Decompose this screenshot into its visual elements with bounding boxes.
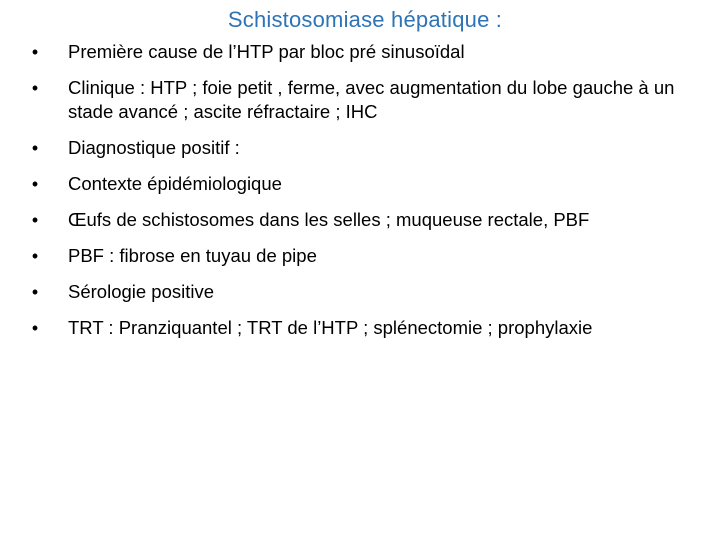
bullet-dot-icon: • — [31, 42, 39, 62]
bullet-text: TRT : Pranziquantel ; TRT de l’HTP ; splénectomie ; prophylaxie — [68, 317, 593, 338]
bullet-item — [28, 208, 698, 232]
bullet-dot-icon: • — [31, 210, 39, 230]
bullet-text: Contexte épidémiologique — [68, 173, 282, 194]
bullet-text: PBF : fibrose en tuyau de pipe — [68, 245, 317, 266]
bullet-dot-icon: • — [31, 174, 39, 194]
bullet-dot-icon: • — [31, 318, 39, 338]
bullet-text: Clinique : HTP ; foie petit , ferme, avec augmentation du lobe gauche à un stade avancé ; ascite réfractaire ; IHC — [68, 77, 675, 122]
slide-title: Schistosomiase hépatique : — [227, 7, 503, 32]
bullet-item — [28, 136, 698, 160]
bullet-text: Première cause de l’HTP par bloc pré sinusoïdal — [68, 41, 465, 62]
bullet-list — [28, 40, 698, 352]
bullet-item — [28, 316, 698, 340]
bullet-item — [28, 76, 698, 124]
bullet-text: Diagnostique positif : — [68, 137, 240, 158]
bullet-text: Sérologie positive — [68, 281, 215, 302]
bullet-item — [28, 244, 698, 268]
bullet-dot-icon: • — [31, 246, 39, 266]
bullet-item — [28, 280, 698, 304]
bullet-dot-icon: • — [31, 282, 39, 302]
bullet-item — [28, 172, 698, 196]
bullet-text: Œufs de schistosomes dans les selles ; muqueuse rectale, PBF — [68, 209, 590, 230]
bullet-dot-icon: • — [31, 78, 39, 98]
bullet-dot-icon: • — [31, 138, 39, 158]
bullet-item — [28, 40, 698, 64]
